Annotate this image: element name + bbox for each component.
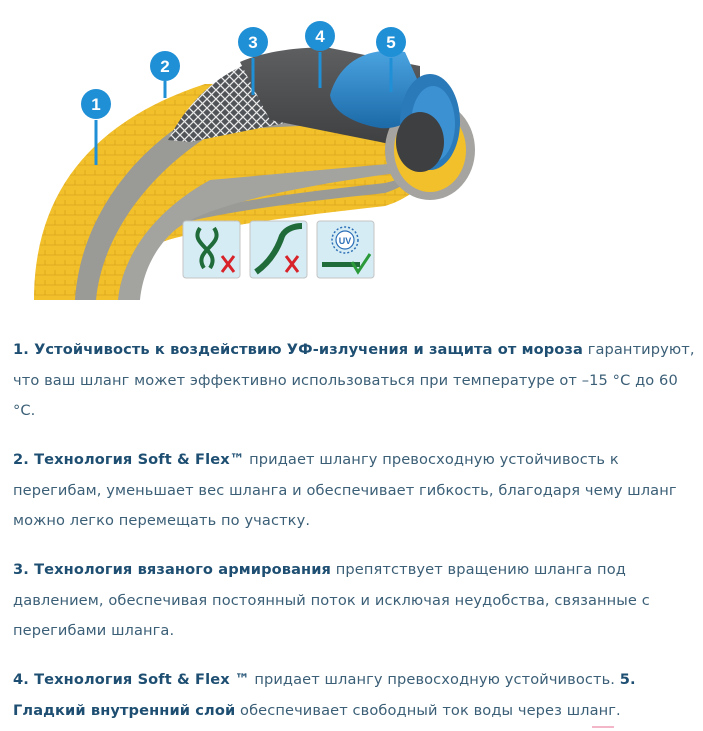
badge-kink-resistance: [183, 221, 240, 278]
feature-2-text: придает шлангу превосходную устойчивость к перегибам, уменьшает вес шланга и обеспечивает гибкость, благодаря чему шланг можно легко перемещать по участку.: [13, 451, 677, 529]
feature-5-title: 5. Гладкий внутренний слой: [13, 671, 636, 719]
feature-4-title: 4. Технология Soft & Flex ™: [13, 671, 250, 688]
marker-2-label: 2: [160, 57, 170, 76]
feature-4: [13, 665, 698, 726]
badge-uv-resistance: [317, 221, 374, 278]
divider: [592, 726, 614, 728]
feature-2-title: 2. Технология Soft & Flex™: [13, 451, 245, 468]
feature-2: [13, 445, 698, 537]
feature-1-title: 1. Устойчивость к воздействию УФ-излучения и защита от мороза: [13, 341, 583, 358]
feature-3-title: 3. Технология вязаного армирования: [13, 561, 332, 578]
marker-5-label: 5: [386, 33, 396, 52]
feature-1-text: гарантируют, что ваш шланг может эффективно использоваться при температуре от –15 °С до 60 °С.: [13, 341, 695, 419]
hose-layers-illustration: [0, 0, 703, 320]
marker-4-label: 4: [315, 27, 325, 46]
feature-3: [13, 555, 698, 647]
marker-2: [150, 51, 180, 98]
marker-1-label: 1: [91, 95, 101, 114]
uv-label: UV: [338, 236, 352, 246]
feature-3-text: препятствует вращению шланга под давлением, обеспечивая постоянный поток и исключая неудобства, связанные с перегибами шланга.: [13, 561, 650, 639]
feature-4-text: придает шлангу превосходную устойчивость.: [249, 671, 620, 688]
marker-3-label: 3: [248, 33, 258, 52]
feature-5-text: обеспечивает свободный ток воды через шланг.: [235, 701, 621, 719]
badge-twist-resistance: [250, 221, 307, 278]
feature-1: [13, 335, 698, 427]
